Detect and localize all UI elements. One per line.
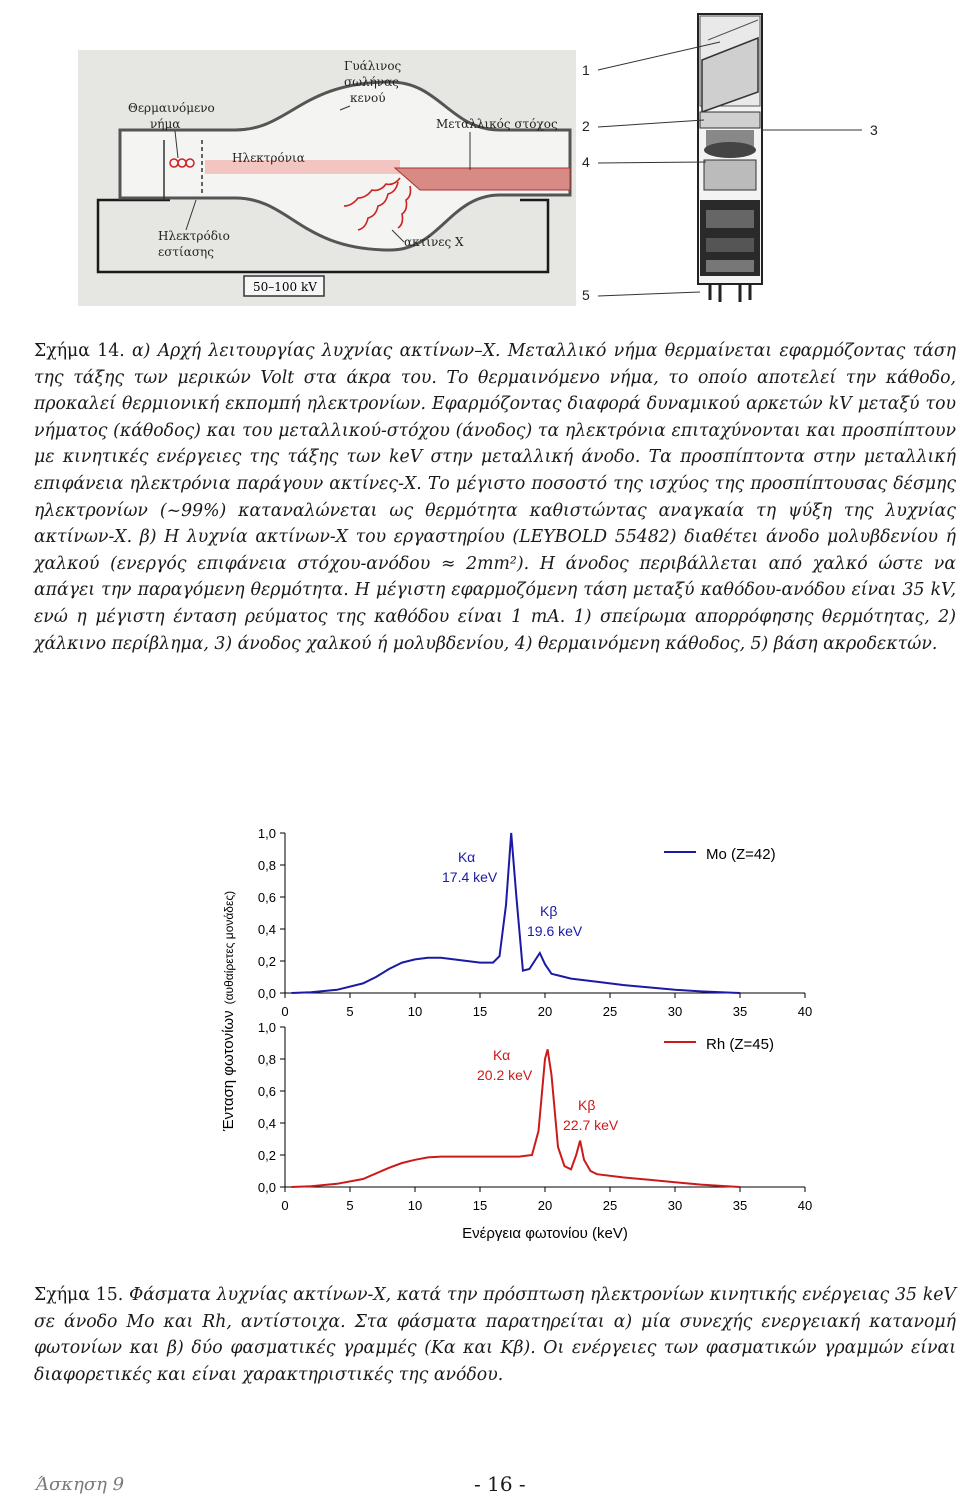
xrays-label: ακτίνες Χ bbox=[404, 235, 464, 249]
footer-page-number: - 16 - bbox=[474, 1472, 526, 1496]
rh-x-tick-label: 40 bbox=[797, 1198, 813, 1213]
mo-y-tick-label: 0,4 bbox=[257, 922, 276, 937]
rh-kb-label: Κβ bbox=[578, 1097, 596, 1113]
figure-14 bbox=[0, 0, 960, 320]
glass-tube-label-3: κενού bbox=[350, 91, 386, 105]
figure-15-caption-text: Φάσματα λυχνίας ακτίνων-Χ, κατά την πρόσπτωση ηλεκτρονίων κινητικής ενέργειας 35 keV σε άνοδο Mo και Rh, αντίστοιχα. Στα φάσματα παρατηρείται α) μία συνεχής ενεργειακή κατανομή φωτονίων και β) δύο φασματικές γραμμές (Κα και Κβ). Οι ενέργειες των φασματικών γραμμών είναι διαφορετικές και είναι χαρακτηριστικές της ανόδου. bbox=[34, 1285, 957, 1385]
filament-label-1: Θερμαινόμενο bbox=[128, 101, 215, 115]
figure-15-spectra bbox=[0, 815, 960, 1245]
figure-14-caption-label: Σχήμα 14. bbox=[34, 341, 125, 361]
rh-y-tick-label: 0,0 bbox=[257, 1180, 276, 1195]
filament-label-2: νήμα bbox=[150, 117, 181, 131]
rh-kb-energy: 22.7 keV bbox=[563, 1117, 619, 1133]
footer-exercise: Άσκηση 9 bbox=[36, 1474, 125, 1495]
rh-y-tick-label: 1,0 bbox=[257, 1020, 276, 1035]
rh-x-tick-label: 35 bbox=[732, 1198, 748, 1213]
mo-y-tick-label: 0,2 bbox=[257, 954, 276, 969]
rh-x-tick-label: 30 bbox=[667, 1198, 683, 1213]
rh-x-tick-label: 20 bbox=[537, 1198, 553, 1213]
mo-spectrum-line bbox=[292, 833, 741, 993]
tube-number-1: 1 bbox=[582, 62, 590, 78]
rh-x-tick-label: 25 bbox=[602, 1198, 618, 1213]
y-axis-label bbox=[220, 891, 237, 1132]
figure-14-caption-text: α) Αρχή λειτουργίας λυχνίας ακτίνων–Χ. Μεταλλικό νήμα θερμαίνεται εφαρμόζοντας τάση της τάξης των μερικών Volt στα άκρα του. Το θερμαινόμενο νήμα, το οποίο αποτελεί την κάθοδο, προκαλεί θερμιονική εκπομπή ηλεκτρονίων. Εφαρμόζοντας διαφορά δυναμικού αρκετών kV μεταξύ του νήματος (κάθοδος) και του μεταλλικού-στόχου (άνοδος) τα ηλεκτρόνια επιταχύνονται και προσπίπτουν με κινητικές ενέργειες της τάξης των keV στην μεταλλική άνοδο. Τα προσπίπτοντα στην μεταλλική επιφάνεια ηλεκτρόνια παράγουν ακτίνες-Χ. Το μέγιστο ποσοστό της ισχύος της προσπίπτουσας δέσμης ηλεκτρονίων (~99%) καταναλώνεται ως θερμότητα καθιστώντας αναγκαία τη ψύξη της λυχνίας ακτίνων-Χ. β) Η λυχνία ακτίνων-Χ του εργαστηρίου (LEYBOLD 55482) διαθέτει άνοδο μολυβδενίου ή χαλκού (ενεργός επιφάνεια στόχου-ανόδου ≈ 2mm²). Η άνοδος περιβάλλεται από χαλκό ώστε να απάγει την παραγόμενη θερμότητα. Η μέγιστη εφαρμοζόμενη τάση μεταξύ καθόδου-ανόδου είναι 35 kV, ενώ η μέγιστη ένταση ρεύματος της καθόδου είναι 1 mA. 1) σπείρωμα απορρόφησης θερμότητας, 2) χάλκινο περίβλημα, 3) άνοδος χαλκού ή μολυβδενίου, 4) θερμαινόμενη κάθοδος, 5) βάση ακροδεκτών. bbox=[34, 341, 956, 654]
rh-x-tick-label: 5 bbox=[346, 1198, 354, 1213]
mo-ka-label: Κα bbox=[458, 849, 476, 865]
voltage-label: 50–100 kV bbox=[253, 280, 317, 294]
tube-number-5: 5 bbox=[582, 287, 590, 303]
mo-y-tick-label: 0,8 bbox=[257, 858, 276, 873]
rh-y-tick-label: 0,4 bbox=[257, 1116, 276, 1131]
xray-tube-image bbox=[698, 14, 762, 302]
mo-x-tick-label: 40 bbox=[797, 1004, 813, 1019]
mo-kb-energy: 19.6 keV bbox=[527, 923, 583, 939]
mo-x-tick-label: 5 bbox=[346, 1004, 354, 1019]
figure-15-caption bbox=[34, 1282, 956, 1388]
mo-y-tick-label: 1,0 bbox=[257, 826, 276, 841]
metal-target bbox=[395, 168, 570, 190]
mo-ka-energy: 17.4 keV bbox=[442, 869, 498, 885]
mo-x-tick-label: 10 bbox=[407, 1004, 423, 1019]
tube-number-4: 4 bbox=[582, 154, 590, 170]
rh-x-tick-label: 15 bbox=[472, 1198, 488, 1213]
figure-14-caption bbox=[34, 338, 956, 657]
mo-x-tick-label: 15 bbox=[472, 1004, 488, 1019]
electrons-label: Ηλεκτρόνια bbox=[232, 151, 305, 165]
glass-tube-label-1: Γυάλινος bbox=[344, 59, 402, 73]
mo-legend-label: Mo (Z=42) bbox=[706, 846, 776, 863]
focus-electrode-label-2: εστίασης bbox=[158, 245, 214, 259]
mo-x-tick-label: 0 bbox=[281, 1004, 289, 1019]
mo-y-tick-label: 0,0 bbox=[257, 986, 276, 1001]
tube-number-3: 3 bbox=[870, 122, 878, 138]
mo-x-tick-label: 30 bbox=[667, 1004, 683, 1019]
mo-x-tick-label: 25 bbox=[602, 1004, 618, 1019]
rh-ka-label: Κα bbox=[493, 1047, 511, 1063]
y-axis-label-main: Ένταση φωτονίων bbox=[220, 1010, 237, 1132]
figure-15-caption-label: Σχήμα 15. bbox=[34, 1285, 124, 1305]
rh-y-tick-label: 0,8 bbox=[257, 1052, 276, 1067]
mo-x-tick-label: 35 bbox=[732, 1004, 748, 1019]
metal-target-label: Μεταλλικός στόχος bbox=[436, 117, 558, 131]
rh-legend-label: Rh (Z=45) bbox=[706, 1036, 774, 1053]
focus-electrode-label-1: Ηλεκτρόδιο bbox=[158, 229, 230, 243]
mo-y-tick-label: 0,6 bbox=[257, 890, 276, 905]
x-axis-label: Ενέργεια φωτονίου (keV) bbox=[462, 1225, 628, 1242]
rh-y-tick-label: 0,2 bbox=[257, 1148, 276, 1163]
y-axis-label-unit: (αυθαίρετες μονάδες) bbox=[222, 890, 236, 1005]
rh-x-tick-label: 10 bbox=[407, 1198, 423, 1213]
rh-x-tick-label: 0 bbox=[281, 1198, 289, 1213]
mo-x-tick-label: 20 bbox=[537, 1004, 553, 1019]
tube-number-2: 2 bbox=[582, 118, 590, 134]
rh-ka-energy: 20.2 keV bbox=[477, 1067, 533, 1083]
glass-tube-label-2: σωλήνας bbox=[344, 75, 399, 89]
rh-y-tick-label: 0,6 bbox=[257, 1084, 276, 1099]
mo-kb-label: Κβ bbox=[540, 903, 558, 919]
